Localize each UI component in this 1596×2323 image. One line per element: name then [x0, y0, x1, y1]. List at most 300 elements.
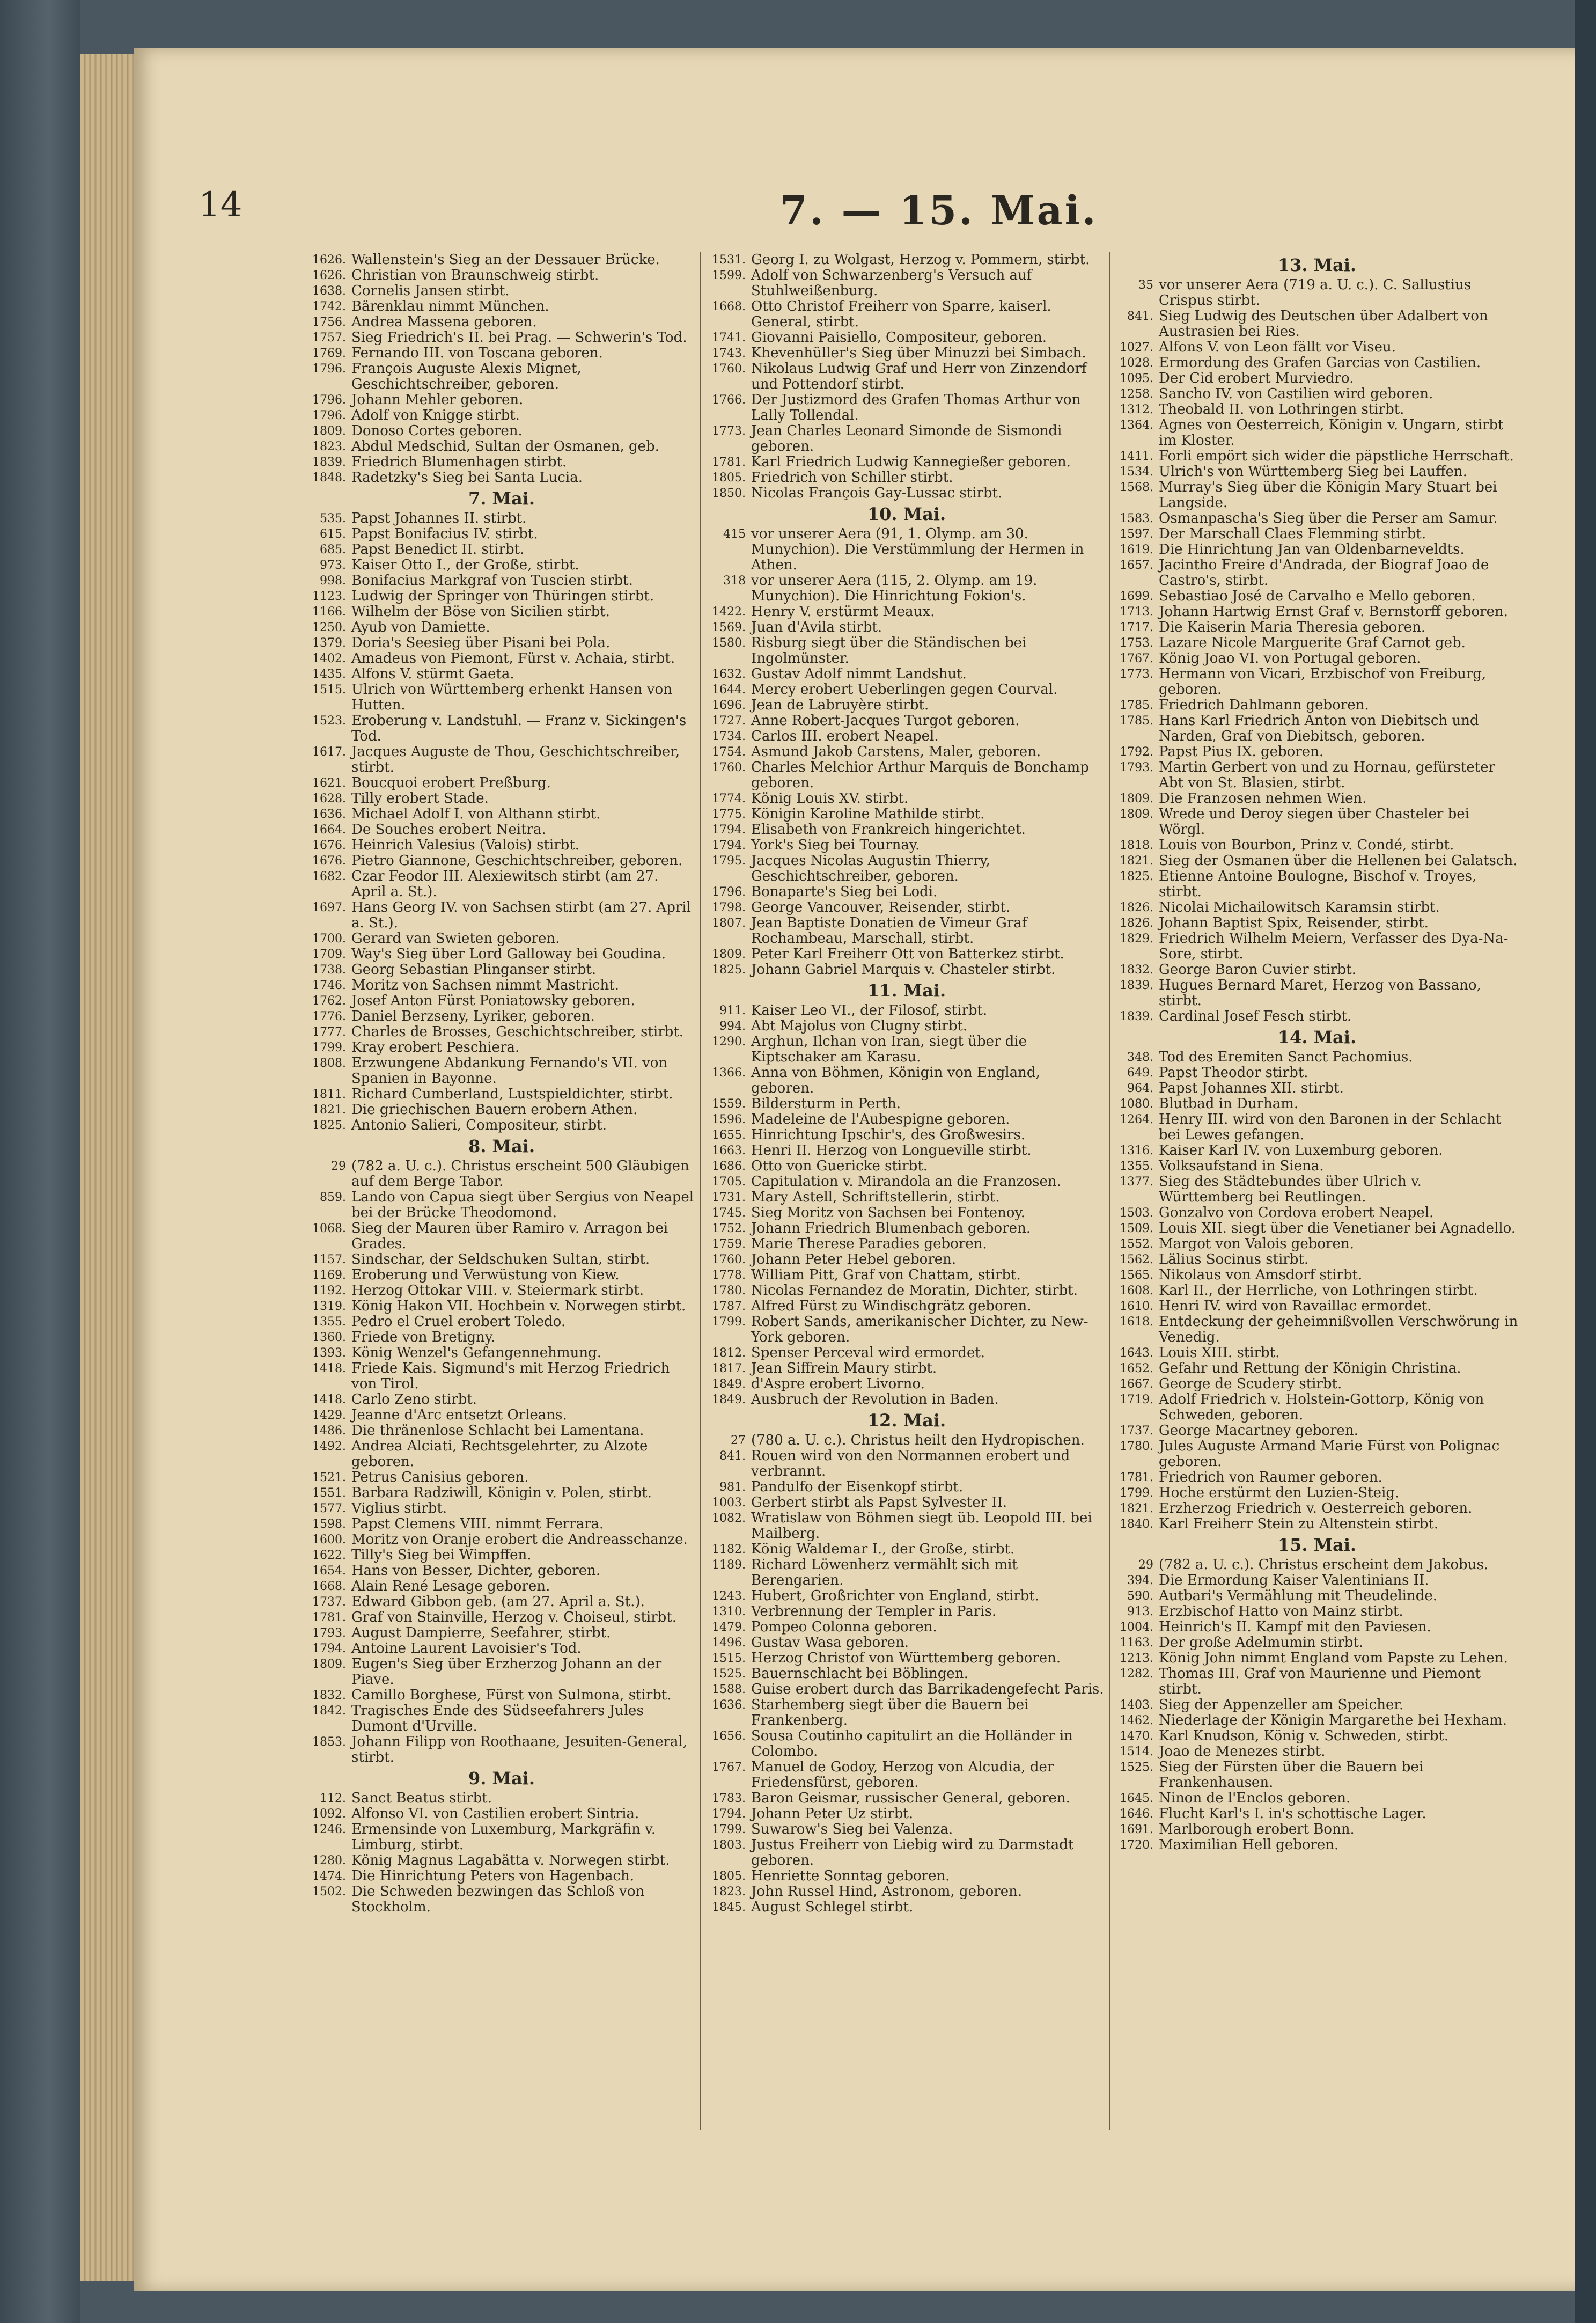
- entry: [708, 1900, 1105, 1915]
- entry-year: 1839.: [1120, 979, 1153, 992]
- entry: [1116, 589, 1518, 604]
- entry: [308, 1314, 695, 1330]
- page-title: 7. — 15. Mai.: [779, 188, 1098, 234]
- entry-text: Mercy erobert Ueberlingen gegen Courval.: [751, 681, 1058, 698]
- entry: [708, 962, 1105, 978]
- entry: [308, 775, 695, 791]
- entry: [308, 962, 695, 978]
- entry-year: 1411.: [1120, 450, 1153, 463]
- entry-year: 998.: [320, 574, 346, 588]
- entry: [308, 807, 695, 822]
- entry-text: Sindschar, der Seldschuken Sultan, stirbt.: [351, 1251, 650, 1267]
- entry-text: Ausbruch der Revolution in Baden.: [751, 1391, 999, 1408]
- entry: [708, 573, 1105, 604]
- entry-year: 1638.: [312, 284, 346, 298]
- entry-year: 1803.: [712, 1838, 746, 1852]
- entry-year: 1760.: [712, 1253, 746, 1266]
- entry-year: 1743.: [712, 347, 746, 360]
- entry: [708, 1392, 1105, 1408]
- entry: [308, 1330, 695, 1345]
- entry: [308, 1868, 695, 1884]
- entry: [308, 408, 695, 423]
- entry-year: 1525.: [712, 1667, 746, 1681]
- entry-text: Niederlage der Königin Margarethe bei Hexham.: [1159, 1712, 1507, 1728]
- entry: [308, 1703, 695, 1734]
- entry-year: 1622.: [312, 1549, 346, 1562]
- entry-year: 1552.: [1120, 1237, 1153, 1251]
- entry: [1116, 853, 1518, 869]
- entry: [1116, 1299, 1518, 1314]
- entry: [708, 635, 1105, 666]
- entry-year: 1523.: [312, 714, 346, 728]
- entry: [1116, 355, 1518, 371]
- entry-text: August Dampierre, Seefahrer, stirbt.: [351, 1625, 611, 1641]
- entry-year: 1799.: [312, 1041, 346, 1054]
- entry: [708, 423, 1105, 455]
- entry-year: 1817.: [712, 1362, 746, 1375]
- day-heading: 13. Mai.: [1277, 255, 1357, 275]
- entry-text: Papst Clemens VIII. nimmt Ferrara.: [351, 1516, 604, 1532]
- entry: [708, 1267, 1105, 1283]
- entry-year: 1773.: [1120, 668, 1153, 681]
- entry: [708, 1619, 1105, 1635]
- entry: [708, 791, 1105, 807]
- entry: [708, 1314, 1105, 1345]
- entry-text: König Louis XV. stirbt.: [751, 790, 909, 807]
- entry-year: 1588.: [712, 1683, 746, 1696]
- entry-text: Osmanpascha's Sieg über die Perser am Samur.: [1159, 510, 1498, 526]
- entry: [1116, 931, 1518, 962]
- entry-text: König Magnus Lagabätta v. Norwegen stirbt.: [351, 1852, 670, 1868]
- entry: [308, 1190, 695, 1221]
- entry-year: 1717.: [1120, 621, 1153, 634]
- entry: [708, 900, 1105, 915]
- entry: [708, 1868, 1105, 1884]
- entry-text: De Souches erobert Neitra.: [351, 822, 546, 838]
- entry-text: König Hakon VII. Hochbein v. Norwegen stirbt.: [351, 1298, 686, 1314]
- entry-text: Capitulation v. Mirandola an die Franzosen.: [751, 1174, 1061, 1190]
- entry-text: Rouen wird von den Normannen erobert und verbrannt.: [751, 1448, 1070, 1479]
- entry-text: Ermordung des Grafen Garcias von Castilien.: [1159, 355, 1481, 371]
- entry-text: Sieg Ludwig des Deutschen über Adalbert von Austrasien bei Ries.: [1159, 308, 1488, 340]
- entry-year: 1474.: [312, 1870, 346, 1883]
- entry: [708, 1433, 1105, 1448]
- entry-text: Kaiser Leo VI., der Filosof, stirbt.: [751, 1002, 988, 1018]
- day-heading: 8. Mai.: [468, 1136, 535, 1156]
- entry-text: George de Scudery stirbt.: [1159, 1376, 1342, 1392]
- entry-text: Jean Siffrein Maury stirbt.: [751, 1360, 937, 1376]
- entry: [1116, 1760, 1518, 1791]
- entry-year: 1360.: [312, 1331, 346, 1344]
- entry-text: Ninon de l'Enclos geboren.: [1159, 1790, 1351, 1806]
- entry-year: 1754.: [712, 745, 746, 759]
- entry: [708, 1651, 1105, 1666]
- entry-text: Radetzky's Sieg bei Santa Lucia.: [351, 470, 583, 486]
- entry-year: 1676.: [312, 854, 346, 868]
- entry-year: 1656.: [712, 1730, 746, 1743]
- entry-year: 1521.: [312, 1471, 346, 1484]
- entry: [1116, 760, 1518, 791]
- entry: [708, 838, 1105, 853]
- entry-year: 1767.: [712, 1761, 746, 1774]
- entry: [308, 252, 695, 268]
- entry: [1116, 1697, 1518, 1713]
- entry-year: 27: [731, 1434, 746, 1447]
- entry-year: 1850.: [712, 487, 746, 500]
- entry-year: 1832.: [312, 1689, 346, 1702]
- entry: [708, 1345, 1105, 1361]
- entry-year: 859.: [320, 1191, 346, 1204]
- entry-text: François Auguste Alexis Mignet, Geschichtschreiber, geboren.: [351, 361, 582, 392]
- entry-text: Suwarow's Sieg bei Valenza.: [751, 1821, 953, 1837]
- entry-text: Entdeckung der geheimnißvollen Verschwörung in Venedig.: [1159, 1314, 1518, 1345]
- entry-text: Joao de Menezes stirbt.: [1159, 1743, 1326, 1760]
- entry-text: Sieg der Mauren über Ramiro v. Arragon bei Grades.: [351, 1220, 668, 1252]
- entry: [1116, 1392, 1518, 1423]
- entry-text: (782 a. U. c.). Christus erscheint dem Jakobus.: [1159, 1557, 1489, 1573]
- entry-year: 1027.: [1120, 341, 1153, 354]
- entry-text: Die Ermordung Kaiser Valentinians II.: [1159, 1572, 1429, 1588]
- entry-text: Etienne Antoine Boulogne, Bischof v. Troyes, stirbt.: [1159, 868, 1477, 900]
- entry-year: 35: [1138, 279, 1153, 292]
- entry-text: Cardinal Josef Fesch stirbt.: [1159, 1008, 1352, 1024]
- entry-text: Johann Baptist Spix, Reisender, stirbt.: [1159, 915, 1429, 931]
- page-edges: [80, 54, 139, 2281]
- entry: [708, 1635, 1105, 1651]
- entry-year: 1514.: [1120, 1745, 1153, 1758]
- entry-text: Margot von Valois geboren.: [1159, 1236, 1354, 1252]
- entry-text: Alfons V. von Leon fällt vor Viseu.: [1159, 339, 1396, 355]
- entry-text: Gustav Wasa geboren.: [751, 1635, 909, 1651]
- entry: [708, 1127, 1105, 1143]
- entry-text: Die Hinrichtung Peters von Hagenbach.: [351, 1868, 635, 1884]
- entry-text: Lazare Nicole Marguerite Graf Carnot geb.: [1159, 635, 1466, 651]
- entry: [708, 455, 1105, 470]
- entry-text: Peter Karl Freiherr Ott von Batterkez stirbt.: [751, 946, 1064, 962]
- entry-year: 1780.: [1120, 1440, 1153, 1453]
- entry: [308, 1563, 695, 1579]
- entry-year: 1123.: [312, 590, 346, 603]
- entry-text: George Macartney geboren.: [1159, 1423, 1358, 1439]
- entry: [1116, 604, 1518, 620]
- entry: [708, 1143, 1105, 1159]
- entry-text: Ludwig der Springer von Thüringen stirbt.: [351, 588, 654, 604]
- entry-text: Abdul Medschid, Sultan der Osmanen, geb.: [351, 438, 659, 455]
- entry-text: Papst Johannes XII. stirbt.: [1159, 1080, 1344, 1096]
- entry-text: Christian von Braunschweig stirbt.: [351, 267, 599, 283]
- entry: [308, 1806, 695, 1822]
- entry-text: Antonio Salieri, Compositeur, stirbt.: [351, 1117, 607, 1133]
- entry-year: 1243.: [712, 1589, 746, 1603]
- entry: [1116, 1009, 1518, 1024]
- entry: [1116, 1485, 1518, 1501]
- entry-text: Jean Baptiste Donatien de Vimeur Graf Rochambeau, Marschall, stirbt.: [751, 915, 1027, 947]
- entry-text: Sieg des Städtebundes über Ulrich v. Württemberg bei Reutlingen.: [1159, 1174, 1422, 1205]
- entry: [708, 486, 1105, 501]
- entry-year: 1568.: [1120, 481, 1153, 494]
- entry-year: 1794.: [312, 1642, 346, 1655]
- entry: [708, 1205, 1105, 1221]
- entry: [1116, 417, 1518, 449]
- entry-year: 1608.: [1120, 1284, 1153, 1298]
- entry-text: Andrea Alciati, Rechtsgelehrter, zu Alzote geboren.: [351, 1438, 648, 1470]
- entry-text: Anne Robert-Jacques Turgot geboren.: [751, 713, 1020, 729]
- entry: [308, 1470, 695, 1485]
- entry: [1116, 1267, 1518, 1283]
- entry: [308, 573, 695, 589]
- entry-text: König Joao VI. von Portugal geboren.: [1159, 650, 1421, 666]
- entry-text: John Russel Hind, Astronom, geboren.: [751, 1884, 1023, 1900]
- entry-year: 1250.: [312, 621, 346, 634]
- entry-text: Hans Georg IV. von Sachsen stirbt (am 27. April a. St.).: [351, 899, 691, 931]
- entry-text: Louis von Bourbon, Prinz v. Condé, stirbt.: [1159, 837, 1454, 853]
- entry-text: Blutbad in Durham.: [1159, 1096, 1299, 1112]
- entry-text: Nicolas François Gay-Lussac stirbt.: [751, 485, 1003, 501]
- entry-year: 415: [723, 527, 746, 541]
- entry-year: 1762.: [312, 994, 346, 1008]
- entry-text: Die Hinrichtung Jan van Oldenbarneveldts.: [1159, 541, 1465, 558]
- entry-text: Petrus Canisius geboren.: [351, 1469, 529, 1485]
- entry-year: 1848.: [312, 471, 346, 485]
- entry-year: 1783.: [712, 1792, 746, 1805]
- entry-year: 394.: [1127, 1574, 1153, 1587]
- entry-text: Johann Peter Hebel geboren.: [751, 1251, 957, 1267]
- entry-year: 1699.: [1120, 590, 1153, 603]
- entry: [1116, 1728, 1518, 1744]
- entry-text: Hugues Bernard Maret, Herzog von Bassano, stirbt.: [1159, 977, 1481, 1009]
- entry: [308, 392, 695, 408]
- entry: [708, 1361, 1105, 1376]
- entry-year: 1741.: [712, 331, 746, 345]
- entry-year: 1657.: [1120, 559, 1153, 572]
- entry-text: Ulrich's von Württemberg Sieg bei Lauffen.: [1159, 464, 1467, 480]
- entry-text: Friedrich Wilhelm Meiern, Verfasser des Dya-Na-Sore, stirbt.: [1159, 930, 1509, 962]
- entry-text: Giovanni Paisiello, Compositeur, geboren.: [751, 329, 1047, 346]
- entry: [1116, 1345, 1518, 1361]
- entry-year: 994.: [719, 1020, 746, 1033]
- entry-year: 348.: [1127, 1051, 1153, 1064]
- entry-text: Louis XIII. stirbt.: [1159, 1345, 1280, 1361]
- entry-year: 1166.: [312, 605, 346, 619]
- entry-text: Papst Benedict II. stirbt.: [351, 541, 525, 558]
- entry-text: Friede Kais. Sigmund's mit Herzog Friedrich von Tirol.: [351, 1360, 670, 1392]
- entry: [708, 392, 1105, 423]
- entry-text: Hans Karl Friedrich Anton von Diebitsch und Narden, Graf von Diebitsch, geboren.: [1159, 713, 1479, 744]
- entry-year: 1080.: [1120, 1097, 1153, 1111]
- entry-text: vor unserer Aera (719 a. U. c.). C. Sallustius Crispus stirbt.: [1159, 277, 1472, 309]
- entry-year: 1785.: [1120, 714, 1153, 728]
- entry-text: Tilly's Sieg bei Wimpffen.: [351, 1547, 532, 1563]
- entry-text: Die Franzosen nehmen Wien.: [1159, 790, 1367, 807]
- day-heading: 14. Mai.: [1277, 1027, 1357, 1047]
- entry-year: 1503.: [1120, 1206, 1153, 1220]
- entry-text: Wallenstein's Sieg an der Dessauer Brücke.: [351, 252, 660, 268]
- entry-year: 1840.: [1120, 1518, 1153, 1531]
- entry: [308, 1579, 695, 1594]
- entry-text: Fernando III. von Toscana geboren.: [351, 345, 603, 361]
- entry-year: 1377.: [1120, 1175, 1153, 1189]
- entry: [308, 1594, 695, 1610]
- entry: [708, 1159, 1105, 1174]
- entry: [1116, 651, 1518, 666]
- entry-text: Marlborough erobert Bonn.: [1159, 1821, 1355, 1837]
- entry-year: 1805.: [712, 471, 746, 485]
- entry-text: Henry III. wird von den Baronen in der Schlacht bei Lewes gefangen.: [1159, 1111, 1502, 1143]
- entry-text: Johann Hartwig Ernst Graf v. Bernstorff geboren.: [1159, 604, 1508, 620]
- page-number: 14: [198, 185, 242, 225]
- entry-year: 1610.: [1120, 1300, 1153, 1313]
- entry: [308, 1118, 695, 1133]
- entry-text: Anna von Böhmen, Königin von England, geboren.: [751, 1065, 1040, 1096]
- entry-year: 1742.: [312, 300, 346, 313]
- entry-year: 1818.: [1120, 839, 1153, 852]
- entry: [308, 1516, 695, 1532]
- entry-year: 1809.: [1120, 808, 1153, 821]
- entry-text: Ayub von Damiette.: [351, 619, 490, 635]
- entry-text: Eugen's Sieg über Erzherzog Johann an der Piave.: [351, 1656, 662, 1688]
- entry: [308, 1439, 695, 1470]
- entry-year: 1700.: [312, 932, 346, 946]
- entry: [1116, 558, 1518, 589]
- entry-text: (782 a. U. c.). Christus erscheint 500 Gläubigen auf dem Berge Tabor.: [351, 1158, 689, 1190]
- entry-year: 1821.: [1120, 1502, 1153, 1515]
- entry-text: Johann Mehler geboren.: [351, 392, 524, 408]
- entry: [308, 1345, 695, 1361]
- entry-text: Cornelis Jansen stirbt.: [351, 283, 510, 299]
- entry-text: Camillo Borghese, Fürst von Sulmona, stirbt.: [351, 1687, 672, 1703]
- entry: [708, 346, 1105, 361]
- entry: [308, 1485, 695, 1501]
- entry-year: 1776.: [312, 1010, 346, 1023]
- entry: [308, 439, 695, 455]
- entry: [308, 1087, 695, 1102]
- entry-text: Der Justizmord des Grafen Thomas Arthur von Lally Tollendal.: [751, 392, 1081, 423]
- entry-text: Sieg Moritz von Sachsen bei Fontenoy.: [751, 1205, 1025, 1221]
- entry: [1116, 1588, 1518, 1604]
- entry-text: Bärenklau nimmt München.: [351, 298, 549, 314]
- entry: [708, 1666, 1105, 1682]
- entry-text: Thomas III. Graf von Maurienne und Piemont stirbt.: [1159, 1666, 1481, 1697]
- entry-year: 1600.: [312, 1533, 346, 1547]
- entry-year: 1781.: [312, 1611, 346, 1624]
- entry: [708, 252, 1105, 268]
- day-heading: 12. Mai.: [867, 1410, 946, 1431]
- entry-year: 590.: [1127, 1589, 1153, 1603]
- entry-text: Papst Johannes II. stirbt.: [351, 510, 527, 526]
- entry: [1116, 480, 1518, 511]
- column-3: [1116, 252, 1518, 2130]
- entry: [1116, 1376, 1518, 1392]
- entry: [1116, 1096, 1518, 1112]
- entry-text: Ermensinde von Luxemburg, Markgräfin v. Limburg, stirbt.: [351, 1821, 656, 1853]
- entry-text: Gonzalvo von Cordova erobert Neapel.: [1159, 1205, 1434, 1221]
- entry-year: 1004.: [1120, 1621, 1153, 1634]
- entry-year: 1682.: [312, 870, 346, 883]
- entry-text: Bildersturm in Perth.: [751, 1096, 901, 1112]
- entry: [708, 1806, 1105, 1822]
- entry-text: Risburg siegt über die Ständischen bei Ingolmünster.: [751, 635, 1027, 666]
- entry-year: 1502.: [312, 1885, 346, 1899]
- entry-year: 1792.: [1120, 745, 1153, 759]
- entry: [308, 838, 695, 853]
- entry-text: Karl Freiherr Stein zu Altenstein stirbt.: [1159, 1516, 1439, 1532]
- entry-year: 1003.: [712, 1496, 746, 1509]
- entry-text: d'Aspre erobert Livorno.: [751, 1376, 925, 1392]
- entry-year: 1691.: [1120, 1823, 1153, 1836]
- entry-text: Moritz von Sachsen nimmt Mastricht.: [351, 977, 619, 993]
- entry-year: 1664.: [312, 823, 346, 837]
- entry-year: 1258.: [1120, 387, 1153, 401]
- entry-year: 1569.: [712, 621, 746, 634]
- entry: [1116, 371, 1518, 386]
- entry-text: Herzog Christof von Württemberg geboren.: [751, 1650, 1061, 1666]
- entry: [1116, 1635, 1518, 1651]
- entry-text: Hoche erstürmt den Luzien-Steig.: [1159, 1485, 1400, 1501]
- entry-text: Nicolas Fernandez de Moratin, Dichter, stirbt.: [751, 1283, 1078, 1299]
- entry-text: Theobald II. von Lothringen stirbt.: [1159, 401, 1404, 417]
- entry-year: 1429.: [312, 1409, 346, 1422]
- entry-text: Daniel Berzseny, Lyriker, geboren.: [351, 1008, 595, 1024]
- entry-text: Madeleine de l'Aubespigne geboren.: [751, 1111, 1010, 1127]
- entry-year: 1709.: [312, 948, 346, 961]
- entry-year: 1795.: [712, 854, 746, 868]
- entry-text: Pandulfo der Eisenkopf stirbt.: [751, 1479, 964, 1495]
- entry-text: Michael Adolf I. von Althann stirbt.: [351, 806, 601, 822]
- entry-year: 1596.: [712, 1113, 746, 1126]
- entry: [1116, 1174, 1518, 1205]
- entry-text: Die Kaiserin Maria Theresia geboren.: [1159, 619, 1426, 635]
- entry: [308, 744, 695, 775]
- entry-text: Moritz von Oranje erobert die Andreasschanze.: [351, 1531, 688, 1548]
- entry: [1116, 1314, 1518, 1345]
- entry: [1116, 900, 1518, 915]
- entry: [1116, 542, 1518, 558]
- entry-text: Spenser Perceval wird ermordet.: [751, 1345, 985, 1361]
- entry-year: 1551.: [312, 1486, 346, 1500]
- entry-text: Abt Majolus von Clugny stirbt.: [751, 1018, 968, 1034]
- entry: [708, 1252, 1105, 1267]
- entry-text: vor unserer Aera (91, 1. Olymp. am 30. Munychion). Die Verstümmlung der Hermen in Athen.: [751, 526, 1084, 573]
- entry: [1116, 1159, 1518, 1174]
- entry-year: 1628.: [312, 792, 346, 805]
- entry-text: Sanct Beatus stirbt.: [351, 1790, 492, 1806]
- entry: [1116, 402, 1518, 417]
- entry-year: 1821.: [312, 1103, 346, 1117]
- entry: [308, 1361, 695, 1392]
- entry-text: Justus Freiherr von Liebig wird zu Darmstadt geboren.: [751, 1837, 1074, 1868]
- entry: [708, 330, 1105, 346]
- entry-year: 1312.: [1120, 403, 1153, 416]
- entry-year: 1577.: [312, 1502, 346, 1515]
- entry: [708, 1728, 1105, 1760]
- entry-text: Graf von Stainville, Herzog v. Choiseul, stirbt.: [351, 1609, 677, 1625]
- entry: [308, 1392, 695, 1408]
- entry-text: Henriette Sonntag geboren.: [751, 1868, 950, 1884]
- entry-year: 1645.: [1120, 1792, 1153, 1805]
- entry-year: 1686.: [712, 1160, 746, 1173]
- entry-year: 1799.: [712, 1823, 746, 1836]
- entry-text: Der Marschall Claes Flemming stirbt.: [1159, 526, 1426, 542]
- entry-text: Sieg der Fürsten über die Bauern bei Frankenhausen.: [1159, 1759, 1424, 1791]
- entry: [1116, 464, 1518, 480]
- entry-year: 1823.: [312, 440, 346, 453]
- entry-text: George Baron Cuvier stirbt.: [1159, 962, 1356, 978]
- entry-text: Khevenhüller's Sieg über Minuzzi bei Simbach.: [751, 345, 1086, 361]
- entry-text: Sancho IV. von Castilien wird geboren.: [1159, 386, 1433, 402]
- entry-text: Tod des Eremiten Sanct Pachomius.: [1159, 1049, 1413, 1065]
- entry: [308, 1299, 695, 1314]
- entry: [1116, 386, 1518, 402]
